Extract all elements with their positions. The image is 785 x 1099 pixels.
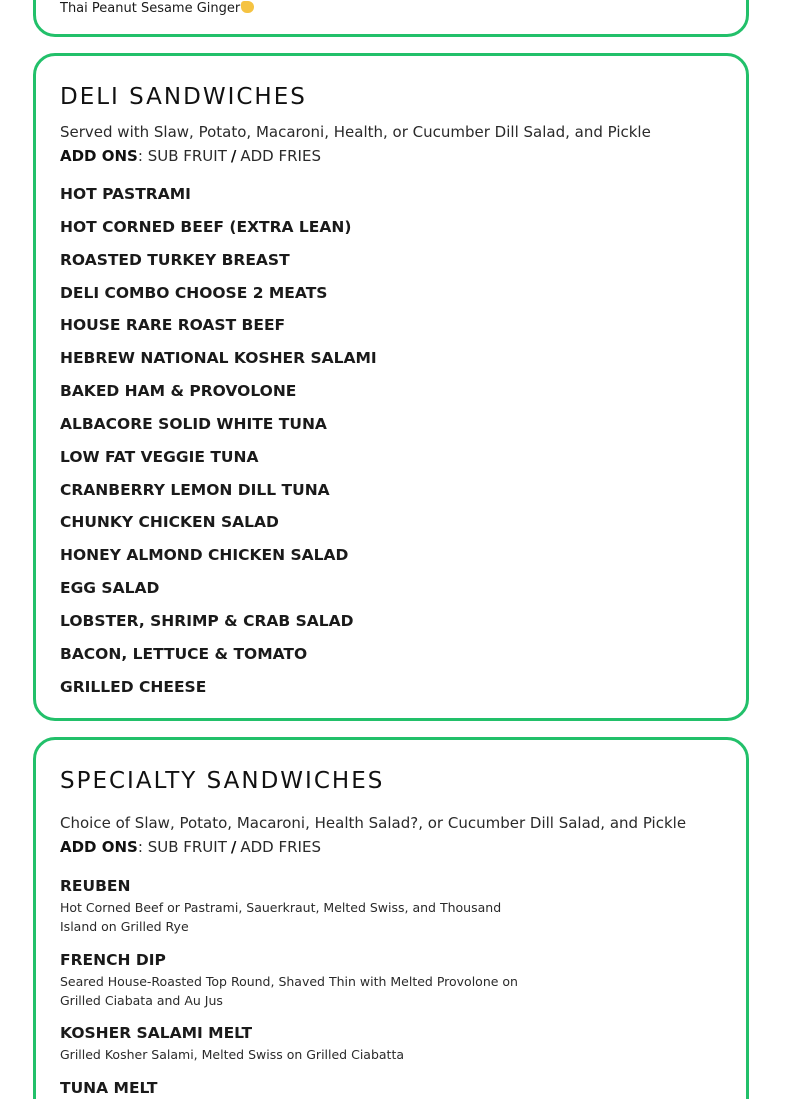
deli-addons-separator: : — [137, 147, 143, 165]
deli-section-title: DELI SANDWICHES — [60, 84, 307, 110]
previous-section-item-label: Thai Peanut Sesame Ginger — [60, 1, 241, 16]
deli-item-kosher-salami: HEBREW NATIONAL KOSHER SALAMI — [60, 349, 377, 368]
specialty-addons-separator: : — [137, 838, 143, 856]
deli-item-low-fat-veggie-tuna: LOW FAT VEGGIE TUNA — [60, 447, 259, 466]
deli-addons — [60, 147, 321, 165]
deli-addons-label: ADD ONS — [60, 147, 138, 165]
deli-item-deli-combo: DELI COMBO CHOOSE 2 MEATS — [60, 283, 328, 302]
deli-item-baked-ham-provolone: BAKED HAM & PROVOLONE — [60, 382, 297, 401]
specialty-addons-label: ADD ONS — [60, 838, 138, 856]
specialty-item-description: Hot Corned Beef or Pastrami, Sauerkraut, Melted Swiss, and Thousand Island on Grilled Rye — [60, 900, 502, 934]
specialty-sandwiches-card — [33, 737, 749, 1099]
deli-section-description: Served with Slaw, Potato, Macaroni, Health, or Cucumber Dill Salad, and Pickle — [60, 123, 651, 141]
specialty-item-description: Seared House-Roasted Top Round, Shaved Thin with Melted Provolone on Grilled Ciabata and Au Jus — [60, 974, 518, 1008]
deli-item-blt: BACON, LETTUCE & TOMATO — [60, 644, 308, 663]
previous-section-item — [60, 1, 254, 16]
deli-item-grilled-cheese: GRILLED CHEESE — [60, 677, 207, 696]
deli-item-house-rare-roast-beef: HOUSE RARE ROAST BEEF — [60, 316, 286, 335]
specialty-section-description: Choice of Slaw, Potato, Macaroni, Health Salad?, or Cucumber Dill Salad, and Pickle — [60, 814, 687, 832]
specialty-item-description: Grilled Kosher Salami, Melted Swiss on Grilled Ciabatta — [60, 1047, 405, 1062]
deli-item-cranberry-lemon-dill-tuna: CRANBERRY LEMON DILL TUNA — [60, 480, 330, 499]
deli-addon-sub-fruit: SUB FRUIT — [147, 147, 227, 165]
deli-sandwiches-card — [33, 53, 749, 721]
specialty-item-tuna-melt — [60, 1078, 540, 1099]
specialty-item-reuben — [60, 876, 540, 936]
specialty-addon-add-fries: ADD FRIES — [240, 838, 321, 856]
specialty-item-name: TUNA MELT — [60, 1079, 158, 1097]
deli-item-hot-pastrami: HOT PASTRAMI — [60, 185, 191, 203]
specialty-item-name: FRENCH DIP — [60, 951, 166, 969]
deli-item-roasted-turkey-breast: ROASTED TURKEY BREAST — [60, 250, 290, 269]
specialty-item-french-dip — [60, 950, 540, 1010]
deli-addon-add-fries: ADD FRIES — [240, 147, 321, 165]
specialty-item-kosher-salami-melt — [60, 1023, 540, 1065]
specialty-addon-sub-fruit: SUB FRUIT — [147, 838, 227, 856]
deli-item-hot-corned-beef: HOT CORNED BEEF (EXTRA LEAN) — [60, 217, 352, 236]
specialty-section-title: SPECIALTY SANDWICHES — [60, 768, 385, 794]
deli-item-lobster-shrimp-crab-salad: LOBSTER, SHRIMP & CRAB SALAD — [60, 611, 354, 630]
deli-item-egg-salad: EGG SALAD — [60, 579, 160, 598]
specialty-addons-slash: / — [230, 838, 237, 856]
hand-icon — [241, 1, 254, 13]
deli-items-list — [60, 183, 377, 709]
deli-item-chunky-chicken-salad: CHUNKY CHICKEN SALAD — [60, 513, 279, 532]
specialty-item-name: KOSHER SALAMI MELT — [60, 1024, 253, 1042]
deli-item-albacore-tuna: ALBACORE SOLID WHITE TUNA — [60, 414, 327, 433]
deli-addons-slash: / — [230, 147, 237, 165]
specialty-addons — [60, 838, 321, 856]
previous-section-card — [33, 0, 749, 37]
deli-item-honey-almond-chicken-salad: HONEY ALMOND CHICKEN SALAD — [60, 546, 349, 565]
specialty-item-name: REUBEN — [60, 877, 131, 895]
